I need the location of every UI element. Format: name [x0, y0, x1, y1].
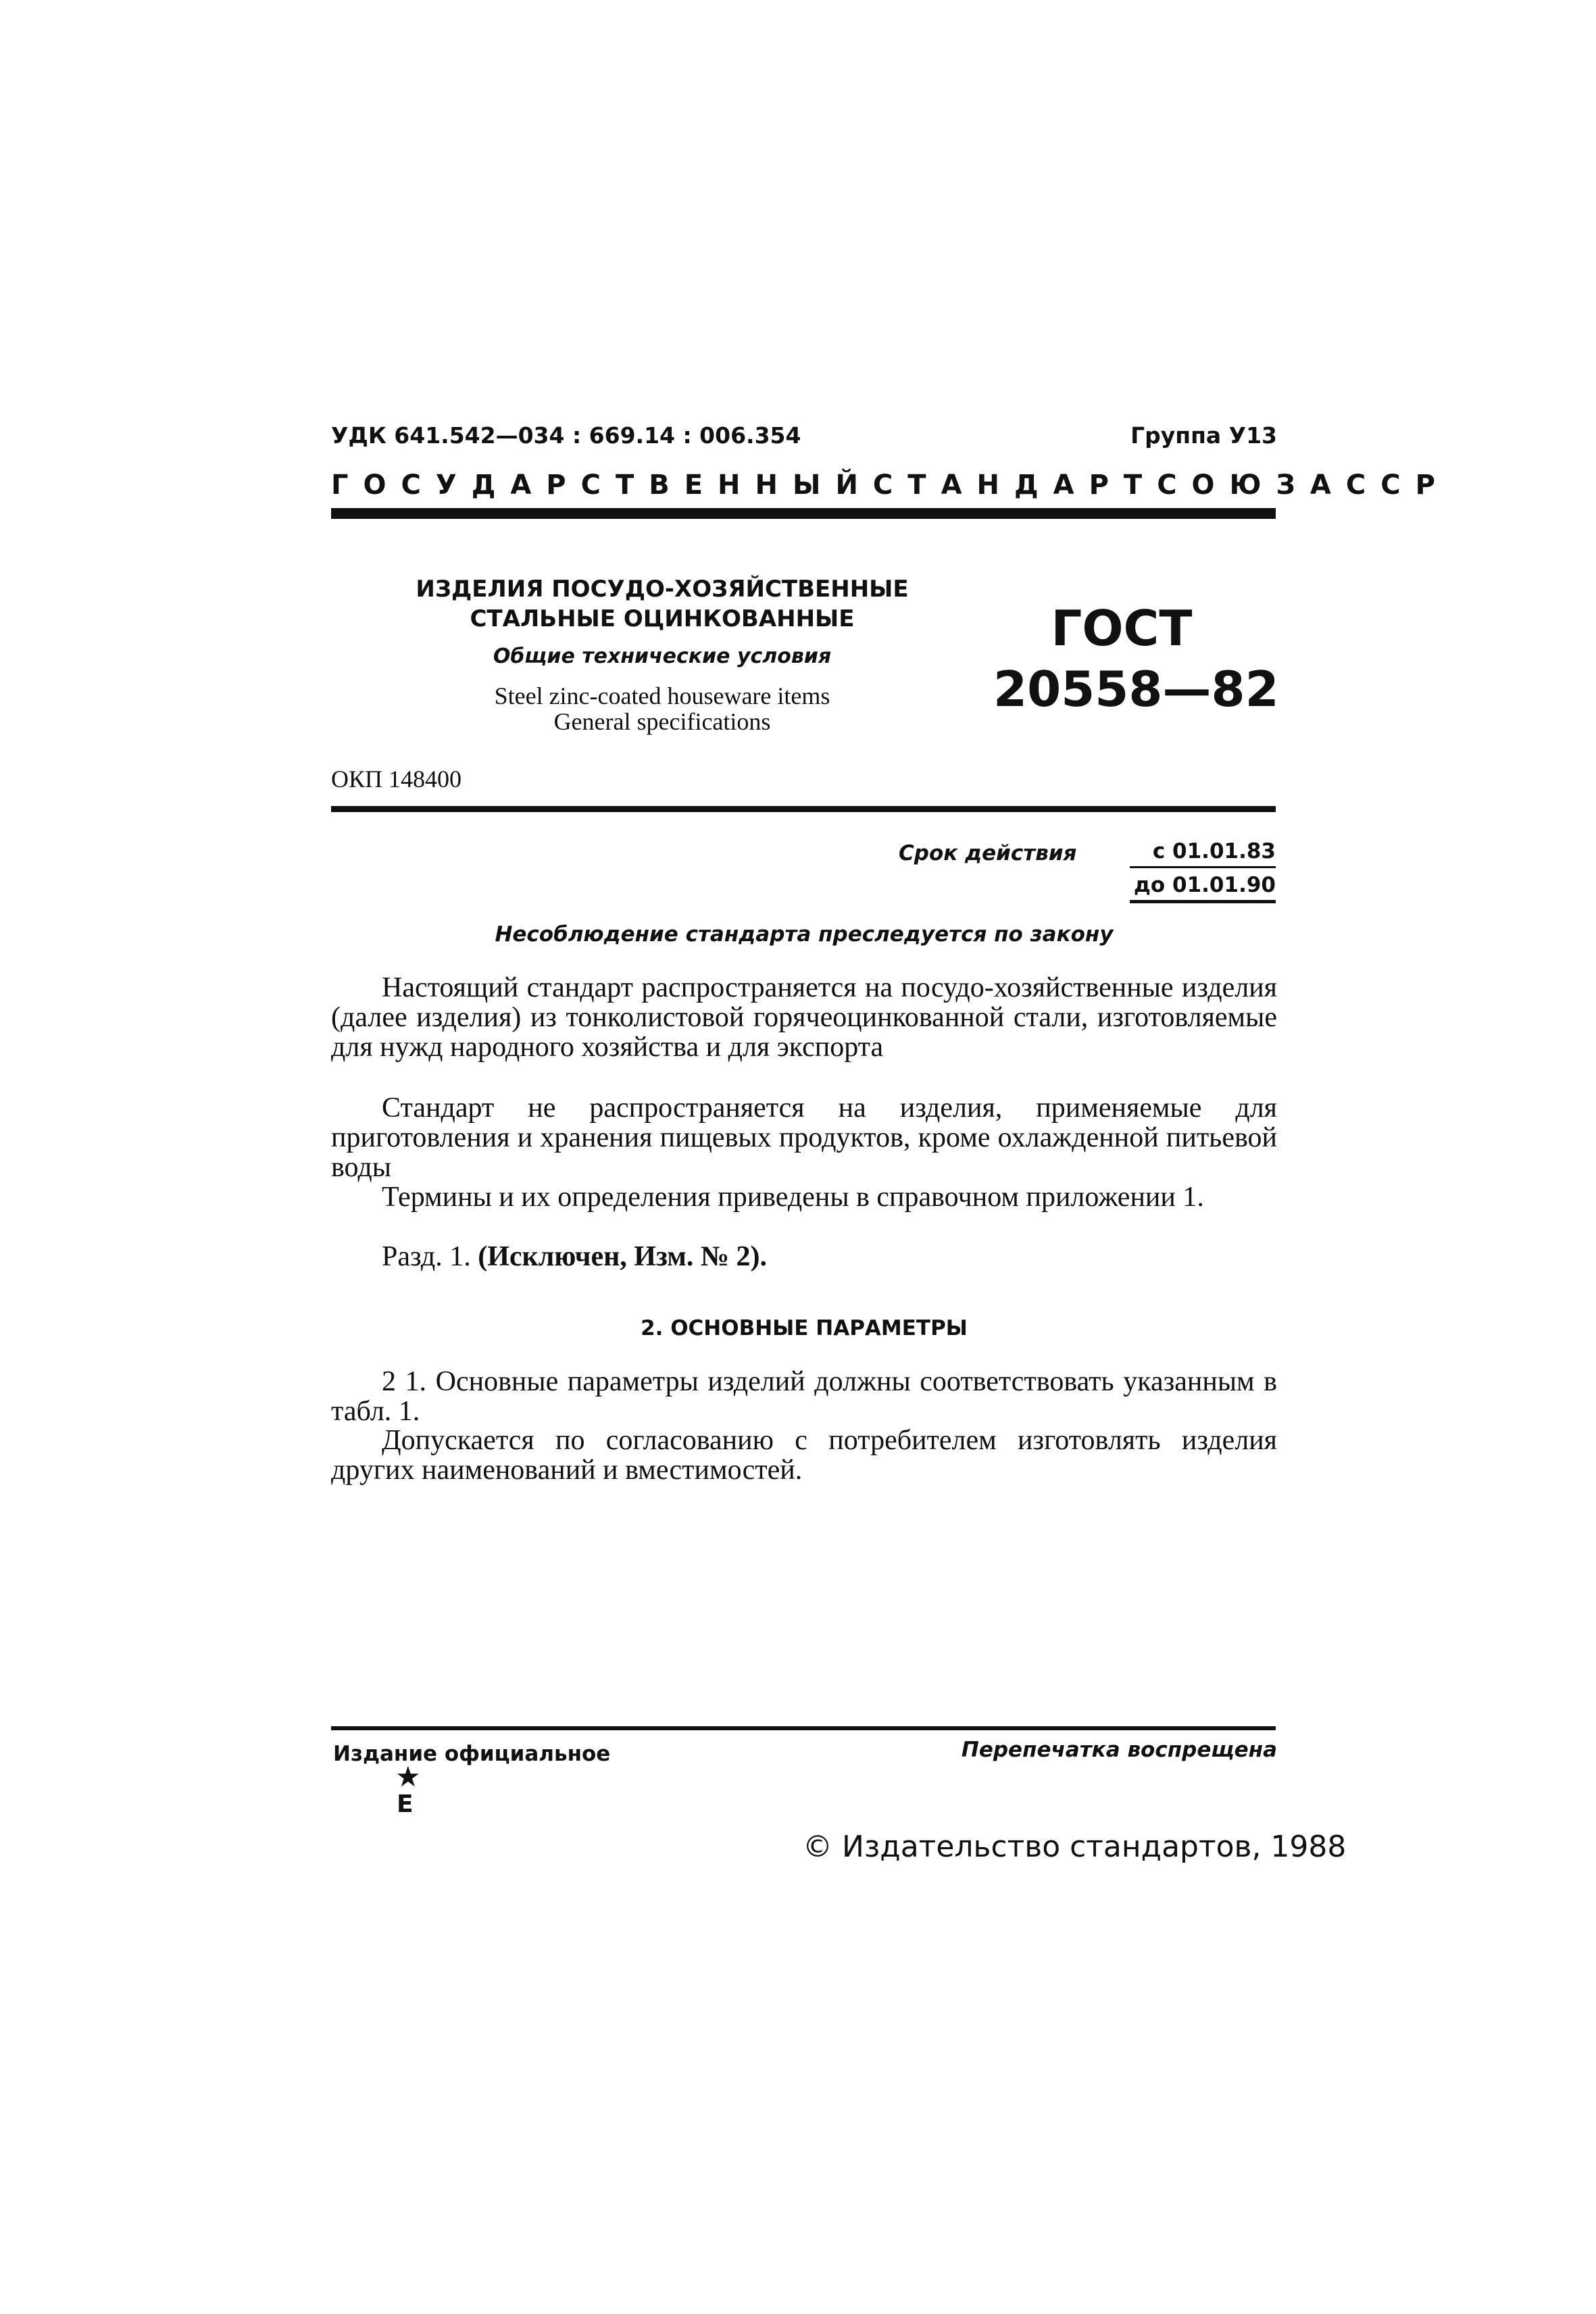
section-removed-note: (Исключен, Изм. № 2).	[478, 1241, 768, 1272]
copyright: © Издательство стандартов, 1988	[803, 1830, 1347, 1864]
reprint-notice: Перепечатка воспрещена	[961, 1738, 1277, 1762]
title-en-line-2: General specifications	[553, 708, 771, 735]
star-icon: ★	[395, 1762, 421, 1793]
group-code: Группа У13	[1130, 422, 1277, 449]
law-notice: Несоблюдение стандарта преследуется по закону	[495, 922, 1114, 947]
banner-word-1: ГОСУДАРСТВЕННЫЙ	[331, 470, 873, 501]
title-ru-line-1: ИЗДЕЛИЯ ПОСУДО-ХОЗЯЙСТВЕННЫЕ	[416, 576, 909, 603]
title-ru-line-2: СТАЛЬНЫЕ ОЦИНКОВАННЫЕ	[470, 605, 855, 632]
edition-mark: Е	[397, 1790, 414, 1818]
paragraph-scope: Настоящий стандарт распространяется на посудо-хозяйственные изделия (далее изделия) из тонколистовой горячеоцинкованной стали, изготовляемые для нужд народного хозяйства и для экспорта	[331, 972, 1277, 1063]
title-rule	[331, 806, 1276, 812]
paragraph-other-items: Допускается по согласованию с потребителем изготовлять изделия других наименований и вместимостей.	[331, 1425, 1277, 1486]
validity-to: до 01.01.90	[1130, 873, 1276, 903]
title-en-line-1: Steel zinc-coated houseware items	[494, 682, 830, 709]
section-title: 2. ОСНОВНЫЕ ПАРАМЕТРЫ	[641, 1316, 968, 1340]
gost-number: 20558—82	[993, 661, 1279, 718]
paragraph-exclusion: Стандарт не распространяется на изделия, применяемые для приготовления и хранения пищевых продуктов, кроме охлажденной питьевой воды	[331, 1092, 1277, 1183]
banner-word-2: СТАНДАРТ	[872, 470, 1157, 501]
official-edition: Издание официальное	[333, 1742, 611, 1766]
udk-code: УДК 641.542—034 : 669.14 : 006.354	[331, 422, 801, 449]
subtitle-ru: Общие технические условия	[493, 645, 832, 668]
gost-designation	[993, 598, 1279, 720]
validity-label: Срок действия	[899, 841, 1077, 865]
banner-word-3: СОЮЗА	[1157, 470, 1346, 501]
paragraph-section-removed	[331, 1242, 1277, 1272]
title-block	[378, 574, 946, 734]
footer-rule	[331, 1726, 1276, 1730]
state-standard-banner	[331, 470, 1450, 501]
validity-from: с 01.01.83	[1130, 839, 1276, 868]
gost-label: ГОСТ	[1051, 600, 1193, 657]
banner-word-4: ССР	[1345, 470, 1450, 501]
section-removed-prefix: Разд. 1.	[382, 1241, 471, 1272]
okp-code: ОКП 148400	[331, 765, 462, 793]
paragraph-main-parameters: 2 1. Основные параметры изделий должны соответствовать указанным в табл. 1.	[331, 1366, 1277, 1427]
paragraph-terms: Термины и их определения приведены в справочном приложении 1.	[382, 1182, 1204, 1213]
header-rule	[331, 508, 1276, 519]
